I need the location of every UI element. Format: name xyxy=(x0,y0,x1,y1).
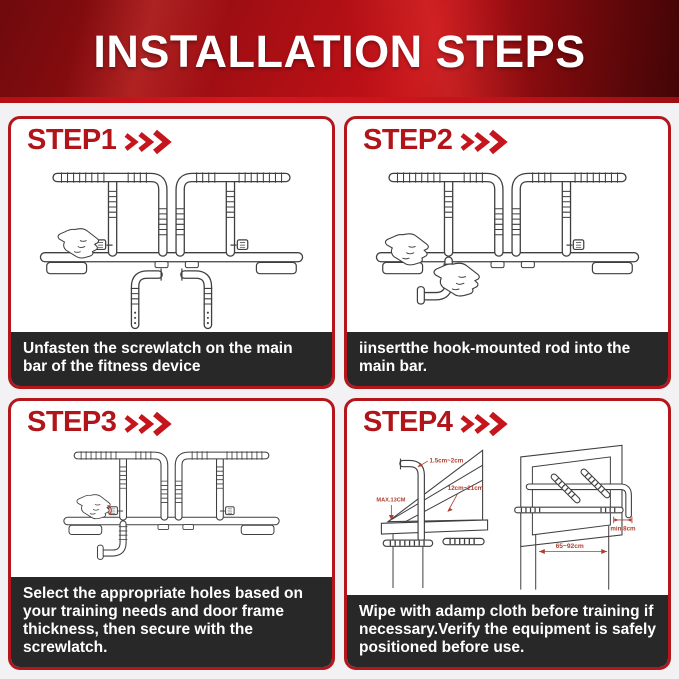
step-1-illustration xyxy=(11,155,332,332)
step-3-header xyxy=(11,401,332,437)
chevrons-icon xyxy=(123,411,173,437)
step-4-label: STEP4 xyxy=(363,406,453,438)
chevrons-icon xyxy=(459,411,509,437)
step-1-label: STEP1 xyxy=(27,124,117,156)
step-4-header xyxy=(347,401,668,437)
step-3-caption: Select the appropriate holes based on your training needs and door frame thickness, then secure with the screwlatch. xyxy=(11,577,332,668)
panel-step-3 xyxy=(8,398,335,670)
panel-step-4 xyxy=(344,398,671,670)
step-1-header xyxy=(11,119,332,155)
step-2-illustration xyxy=(347,155,668,332)
hand-icon xyxy=(77,495,110,519)
chevrons-icon xyxy=(123,129,173,155)
mounted-bar-drawing xyxy=(517,445,636,589)
step-2-caption: iinsertthe hook-mounted rod into the main bar. xyxy=(347,332,668,386)
panel-step-2 xyxy=(344,116,671,389)
annotation-label: 12cm~21cm xyxy=(447,485,484,493)
banner xyxy=(0,0,679,103)
steps-grid xyxy=(0,103,679,670)
step-3-label: STEP3 xyxy=(27,406,117,438)
chevrons-icon xyxy=(459,129,509,155)
annotation-label: min.8cm xyxy=(610,525,636,533)
annotation-label: MAX.13CM xyxy=(376,497,406,504)
annotation-label: 1.5cm~2cm xyxy=(429,457,464,465)
doorframe-section-drawing xyxy=(376,450,487,588)
panel-step-1 xyxy=(8,116,335,389)
step-2-header xyxy=(347,119,668,155)
page-title: INSTALLATION STEPS xyxy=(93,25,586,77)
step-3-illustration xyxy=(11,437,332,577)
step-4-caption: Wipe with adamp cloth before training if necessary.Verify the equipment is safely positioned before use. xyxy=(347,595,668,667)
step-2-label: STEP2 xyxy=(363,124,453,156)
step-4-illustration xyxy=(347,437,668,595)
annotation-label: 65~92cm xyxy=(555,543,584,551)
step-1-caption: Unfasten the screwlatch on the main bar of the fitness device xyxy=(11,332,332,386)
